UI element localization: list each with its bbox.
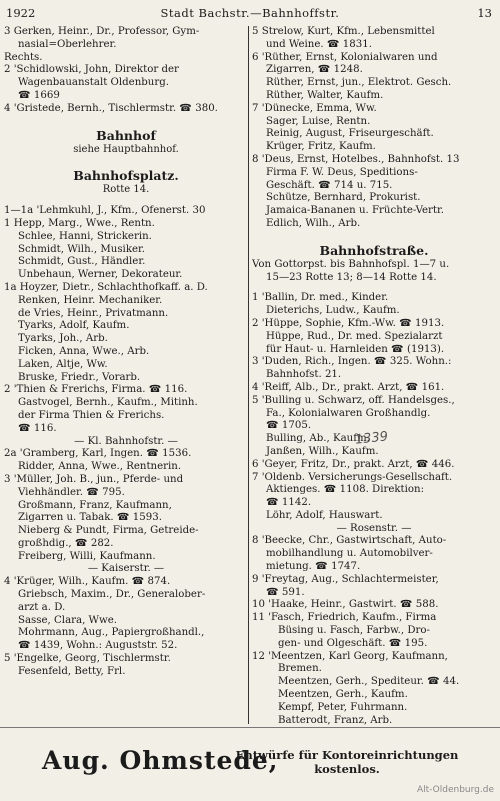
directory-line: Jamaica-Bananen u. Früchte-Vertr. bbox=[266, 205, 444, 217]
street-heading: Bahnhofsplatz. bbox=[73, 168, 179, 184]
header-year: 1922 bbox=[6, 6, 36, 20]
directory-line: 2 'Schidlowski, John, Direktor der bbox=[4, 64, 179, 76]
directory-line: ☎ 1439, Wohn.: Auguststr. 52. bbox=[18, 640, 178, 652]
directory-line: mietung. ☎ 1747. bbox=[266, 561, 361, 573]
directory-line: — Kaiserstr. — bbox=[87, 563, 165, 575]
directory-line: Janßen, Wilh., Kaufm. bbox=[266, 445, 379, 457]
ad-line-2: kostenlos. bbox=[314, 762, 380, 776]
watermark: Alt-Oldenburg.de bbox=[416, 785, 494, 795]
directory-line: 8 'Beecke, Chr., Gastwirtschaft, Auto- bbox=[252, 535, 447, 547]
directory-line: nasial=Oberlehrer. bbox=[18, 38, 117, 50]
directory-line: Büsing u. Fasch, Farbw., Dro- bbox=[278, 625, 430, 637]
directory-line: 11 'Fasch, Friedrich, Kaufm., Firma bbox=[252, 612, 437, 624]
directory-line: 3 Gerken, Heinr., Dr., Professor, Gym- bbox=[4, 26, 200, 37]
directory-line: Firma F. W. Deus, Speditions- bbox=[266, 166, 418, 178]
directory-line: 1—1a 'Lehmkuhl, J., Kfm., Ofenerst. 30 bbox=[4, 205, 206, 217]
directory-line: 2 'Hüppe, Sophie, Kfm.-Ww. ☎ 1913. bbox=[252, 317, 445, 329]
directory-line: ☎ 1142. bbox=[266, 497, 312, 509]
directory-line: Zigarren u. Tabak. ☎ 1593. bbox=[18, 512, 162, 524]
spacer bbox=[252, 284, 496, 292]
directory-line: Meentzen, Gerh., Spediteur. ☎ 44. bbox=[278, 676, 460, 688]
directory-line: Bruske, Friedr., Vorarb. bbox=[18, 371, 141, 383]
handwritten-note: 1339 bbox=[354, 429, 389, 448]
directory-line: Schlee, Hanni, Strickerin. bbox=[18, 230, 152, 242]
directory-line: arzt a. D. bbox=[18, 601, 66, 613]
directory-line: 1 Hepp, Marg., Wwe., Rentn. bbox=[4, 217, 155, 229]
spacer bbox=[252, 231, 496, 239]
directory-line: Renken, Heinr. Mechaniker. bbox=[18, 294, 163, 306]
directory-line: ☎ 1705. bbox=[266, 420, 312, 432]
header-title: Stadt Bachstr.—Bahnhoffstr. bbox=[160, 6, 340, 20]
directory-line: 3 'Duden, Rich., Ingen. ☎ 325. Wohn.: bbox=[252, 356, 452, 368]
directory-line: 8 'Deus, Ernst, Hotelbes., Bahnhofst. 13 bbox=[252, 153, 460, 165]
directory-line: Rüther, Ernst, jun., Elektrot. Gesch. bbox=[266, 77, 452, 89]
directory-line: Schmidt, Gust., Händler. bbox=[18, 256, 146, 268]
directory-line: Löhr, Adolf, Hauswart. bbox=[266, 509, 383, 521]
directory-line: 12 'Meentzen, Karl Georg, Kaufmann, bbox=[252, 650, 448, 662]
directory-line: Zigarren, ☎ 1248. bbox=[266, 64, 363, 76]
spacer bbox=[4, 197, 248, 205]
directory-line: mobilhandlung u. Automobilver- bbox=[266, 548, 433, 560]
directory-line: gen- und Ölgeschäft. ☎ 195. bbox=[278, 637, 428, 649]
directory-line: Hüppe, Rud., Dr. med. Spezialarzt bbox=[266, 330, 443, 342]
directory-line: 6 'Geyer, Fritz, Dr., prakt. Arzt, ☎ 446. bbox=[252, 458, 455, 470]
directory-line: Aktienges. ☎ 1108. Direktion: bbox=[266, 484, 425, 496]
page-header bbox=[0, 6, 500, 22]
page-number: 13 bbox=[477, 6, 492, 20]
directory-line: 4 'Krüger, Wilh., Kaufm. ☎ 874. bbox=[4, 576, 171, 588]
directory-line: Von Gottorpst. bis Bahnhofspl. 1—7 u. bbox=[252, 258, 450, 270]
directory-line: Ridder, Anna, Wwe., Rentnerin. bbox=[18, 461, 182, 473]
spacer bbox=[4, 116, 248, 124]
directory-line: Schmidt, Wilh., Musiker. bbox=[18, 243, 146, 255]
directory-line: 9 'Freytag, Aug., Schlachtermeister, bbox=[252, 573, 439, 585]
ad-text bbox=[232, 748, 462, 776]
directory-line: 7 'Dünecke, Emma, Ww. bbox=[252, 102, 377, 114]
directory-line: ☎ 116. bbox=[18, 422, 57, 434]
directory-line: Sager, Luise, Rentn. bbox=[266, 115, 371, 127]
directory-line: Schütze, Bernhard, Prokurist. bbox=[266, 192, 421, 204]
directory-line: Fesenfeld, Betty, Frl. bbox=[18, 665, 126, 677]
directory-line: großhdig., ☎ 282. bbox=[18, 537, 114, 549]
street-heading: Bahnhofstraße. bbox=[319, 242, 429, 258]
directory-line: Mohrmann, Aug., Papiergroßhandl., bbox=[18, 627, 205, 639]
directory-line: 4 'Gristede, Bernh., Tischlermstr. ☎ 380. bbox=[4, 102, 218, 114]
directory-line: 2 'Thien & Frerichs, Firma. ☎ 116. bbox=[4, 384, 188, 396]
directory-line: Reinig, August, Friseurgeschäft. bbox=[266, 128, 434, 140]
directory-line: 1a Hoyzer, Dietr., Schlachthofkaff. a. D. bbox=[4, 281, 208, 293]
directory-line: Batterodt, Franz, Arb. bbox=[278, 714, 393, 726]
directory-line: Tyarks, Joh., Arb. bbox=[18, 333, 108, 345]
directory-line: Gastvogel, Bernh., Kaufm., Mitinh. bbox=[18, 397, 198, 409]
directory-line: Laken, Altje, Ww. bbox=[18, 358, 108, 370]
directory-line: und Weine. ☎ 1831. bbox=[266, 38, 372, 50]
directory-line: Dieterichs, Ludw., Kaufm. bbox=[266, 305, 400, 317]
directory-line: Viehhändler. ☎ 795. bbox=[18, 486, 125, 498]
directory-line: Edlich, Wilh., Arb. bbox=[266, 217, 361, 229]
directory-line: Wagenbauanstalt Oldenburg. bbox=[18, 77, 169, 89]
directory-line: Rotte 14. bbox=[102, 184, 150, 196]
left-column bbox=[4, 26, 248, 679]
directory-line: Großmann, Franz, Kaufmann, bbox=[18, 499, 172, 511]
directory-line: Krüger, Fritz, Kaufm. bbox=[266, 141, 376, 153]
directory-line: 7 'Oldenb. Versicherungs-Gesellschaft. bbox=[252, 471, 453, 483]
ad-name: Aug. Ohmstede, bbox=[42, 746, 279, 775]
directory-line: 1 'Ballin, Dr. med., Kinder. bbox=[252, 292, 389, 304]
column-divider bbox=[248, 26, 249, 724]
directory-line: Meentzen, Gerh., Kaufm. bbox=[278, 689, 408, 701]
directory-line: Bulling, Ab., Kaufm. bbox=[266, 433, 370, 445]
ad-line-1: Entwürfe für Kontoreinrichtungen bbox=[235, 748, 459, 762]
directory-line: 6 'Rüther, Ernst, Kolonialwaren und bbox=[252, 51, 438, 63]
directory-line: de Vries, Heinr., Privatmann. bbox=[18, 307, 169, 319]
advertisement bbox=[0, 727, 500, 801]
directory-line: Tyarks, Adolf, Kaufm. bbox=[18, 320, 130, 332]
directory-line: Griebsch, Maxim., Dr., Generalober- bbox=[18, 589, 206, 601]
directory-line: für Haut- u. Harnleiden ☎ (1913). bbox=[266, 343, 445, 355]
directory-line: 2a 'Gramberg, Karl, Ingen. ☎ 1536. bbox=[4, 448, 192, 460]
directory-line: 5 Strelow, Kurt, Kfm., Lebensmittel bbox=[252, 26, 435, 37]
directory-line: Kempf, Peter, Fuhrmann. bbox=[278, 701, 408, 713]
street-heading: Bahnhof bbox=[96, 127, 156, 143]
directory-line: Freiberg, Willi, Kaufmann. bbox=[18, 550, 156, 562]
directory-line: ☎ 591. bbox=[266, 586, 305, 598]
directory-line: 4 'Reiff, Alb., Dr., prakt. Arzt, ☎ 161. bbox=[252, 381, 445, 393]
right-column bbox=[252, 26, 496, 727]
directory-line: Ficken, Anna, Wwe., Arb. bbox=[18, 345, 150, 357]
directory-line: 3 'Müller, Joh. B., jun., Pferde- und bbox=[4, 473, 184, 485]
directory-line: 5 'Bulling u. Schwarz, off. Handelsges., bbox=[252, 394, 455, 406]
directory-line: Rüther, Walter, Kaufm. bbox=[266, 89, 384, 101]
directory-line: 5 'Engelke, Georg, Tischlermstr. bbox=[4, 653, 171, 665]
directory-line: Nieberg & Pundt, Firma, Getreide- bbox=[18, 525, 199, 537]
directory-line: der Firma Thien & Frerichs. bbox=[18, 409, 165, 421]
directory-line: 10 'Haake, Heinr., Gastwirt. ☎ 588. bbox=[252, 599, 439, 611]
directory-line: — Kl. Bahnhofstr. — bbox=[74, 435, 178, 447]
directory-line: Unbehaun, Werner, Dekorateur. bbox=[18, 269, 183, 281]
directory-line: ☎ 1669 bbox=[18, 89, 60, 101]
spacer bbox=[4, 156, 248, 164]
directory-line: — Rosenstr. — bbox=[336, 522, 412, 534]
directory-line: 15—23 Rotte 13; 8—14 Rotte 14. bbox=[266, 271, 437, 283]
directory-line: Geschäft. ☎ 714 u. 715. bbox=[266, 179, 393, 191]
directory-line: Bremen. bbox=[278, 663, 322, 675]
directory-line: Fa., Kolonialwaren Großhandlg. bbox=[266, 407, 431, 419]
directory-line: Bahnhofst. 21. bbox=[266, 369, 342, 381]
directory-line: siehe Hauptbahnhof. bbox=[73, 143, 179, 155]
directory-line: Rechts. bbox=[4, 51, 43, 63]
directory-line: Sasse, Clara, Wwe. bbox=[18, 614, 118, 626]
